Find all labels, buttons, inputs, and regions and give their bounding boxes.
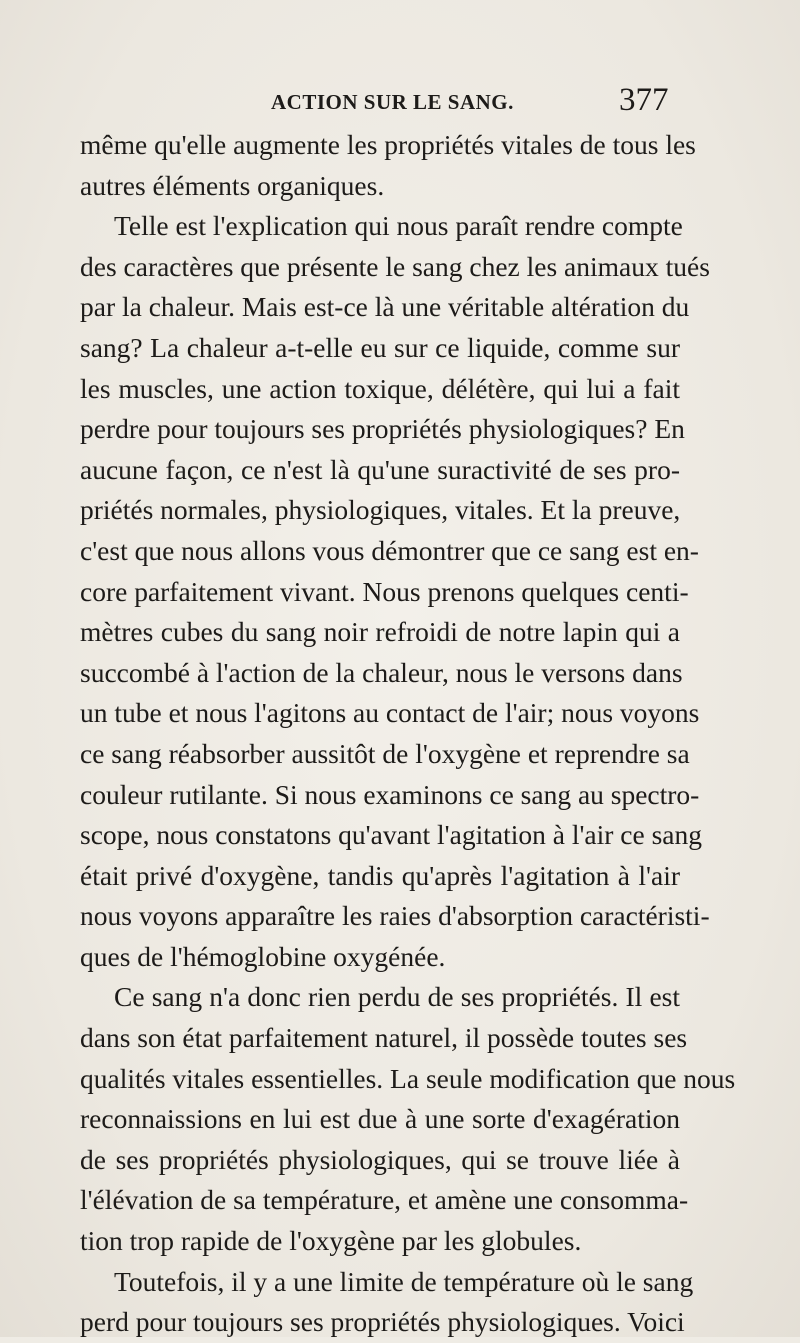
text-line: un tube et nous l'agitons au contact de l'air; nous voyons xyxy=(80,697,700,729)
text-line: ques de l'hémoglobine oxygénée. xyxy=(80,940,446,972)
text-line: dans son état parfaitement naturel, il possède toutes ses xyxy=(80,1022,688,1054)
text-line: couleur rutilante. Si nous examinons ce sang au spectro- xyxy=(80,778,700,810)
text-line: des caractères que présente le sang chez les animaux tués xyxy=(80,250,710,282)
text-line: c'est que nous allons vous démontrer que ce sang est en- xyxy=(80,534,699,566)
text-line: sang? La chaleur a-t-elle eu sur ce liquide, comme sur xyxy=(80,331,680,363)
running-title: ACTION SUR LE SANG. xyxy=(271,90,514,114)
text-line: Telle est l'explication qui nous paraît rendre compte xyxy=(114,210,683,242)
text-line: tion trop rapide de l'oxygène par les globules. xyxy=(80,1225,582,1257)
text-line: priétés normales, physiologiques, vitales. Et la preuve, xyxy=(80,494,681,526)
text-line: par la chaleur. Mais est-ce là une véritable altération du xyxy=(80,291,690,323)
text-line: l'élévation de sa température, et amène une consomma- xyxy=(80,1184,689,1216)
body-text xyxy=(80,125,736,1343)
text-line: Ce sang n'a donc rien perdu de ses propriétés. Il est xyxy=(114,981,680,1013)
text-line: autres éléments organiques. xyxy=(80,169,385,201)
text-line: core parfaitement vivant. Nous prenons quelques centi- xyxy=(80,575,689,607)
text-line: perd pour toujours ses propriétés physiologiques. Voici xyxy=(80,1306,685,1338)
running-head xyxy=(0,84,800,118)
text-line: de ses propriétés physiologiques, qui se trouve liée à xyxy=(80,1143,680,1175)
text-line: Toutefois, il y a une limite de température où le sang xyxy=(114,1265,694,1297)
text-line: mètres cubes du sang noir refroidi de notre lapin qui a xyxy=(80,616,680,648)
page-number: 377 xyxy=(619,82,669,118)
text-line: qualités vitales essentielles. La seule modification que nous xyxy=(80,1062,736,1094)
text-line: ce sang réabsorber aussitôt de l'oxygène et reprendre sa xyxy=(80,737,690,769)
text-line: aucune façon, ce n'est là qu'une suractivité de ses pro- xyxy=(80,453,680,485)
text-line: nous voyons apparaître les raies d'absorption caractéristi- xyxy=(80,900,710,932)
text-line: succombé à l'action de la chaleur, nous le versons dans xyxy=(80,656,683,688)
text-line: perdre pour toujours ses propriétés physiologiques? En xyxy=(80,413,685,445)
text-line: était privé d'oxygène, tandis qu'après l'agitation à l'air xyxy=(80,859,680,891)
text-line: même qu'elle augmente les propriétés vitales de tous les xyxy=(80,129,696,160)
text-line: les muscles, une action toxique, délétère, qui lui a fait xyxy=(80,372,680,404)
text-line: scope, nous constatons qu'avant l'agitation à l'air ce sang xyxy=(80,819,702,851)
text-line: reconnaissions en lui est due à une sorte d'exagération xyxy=(80,1103,680,1135)
